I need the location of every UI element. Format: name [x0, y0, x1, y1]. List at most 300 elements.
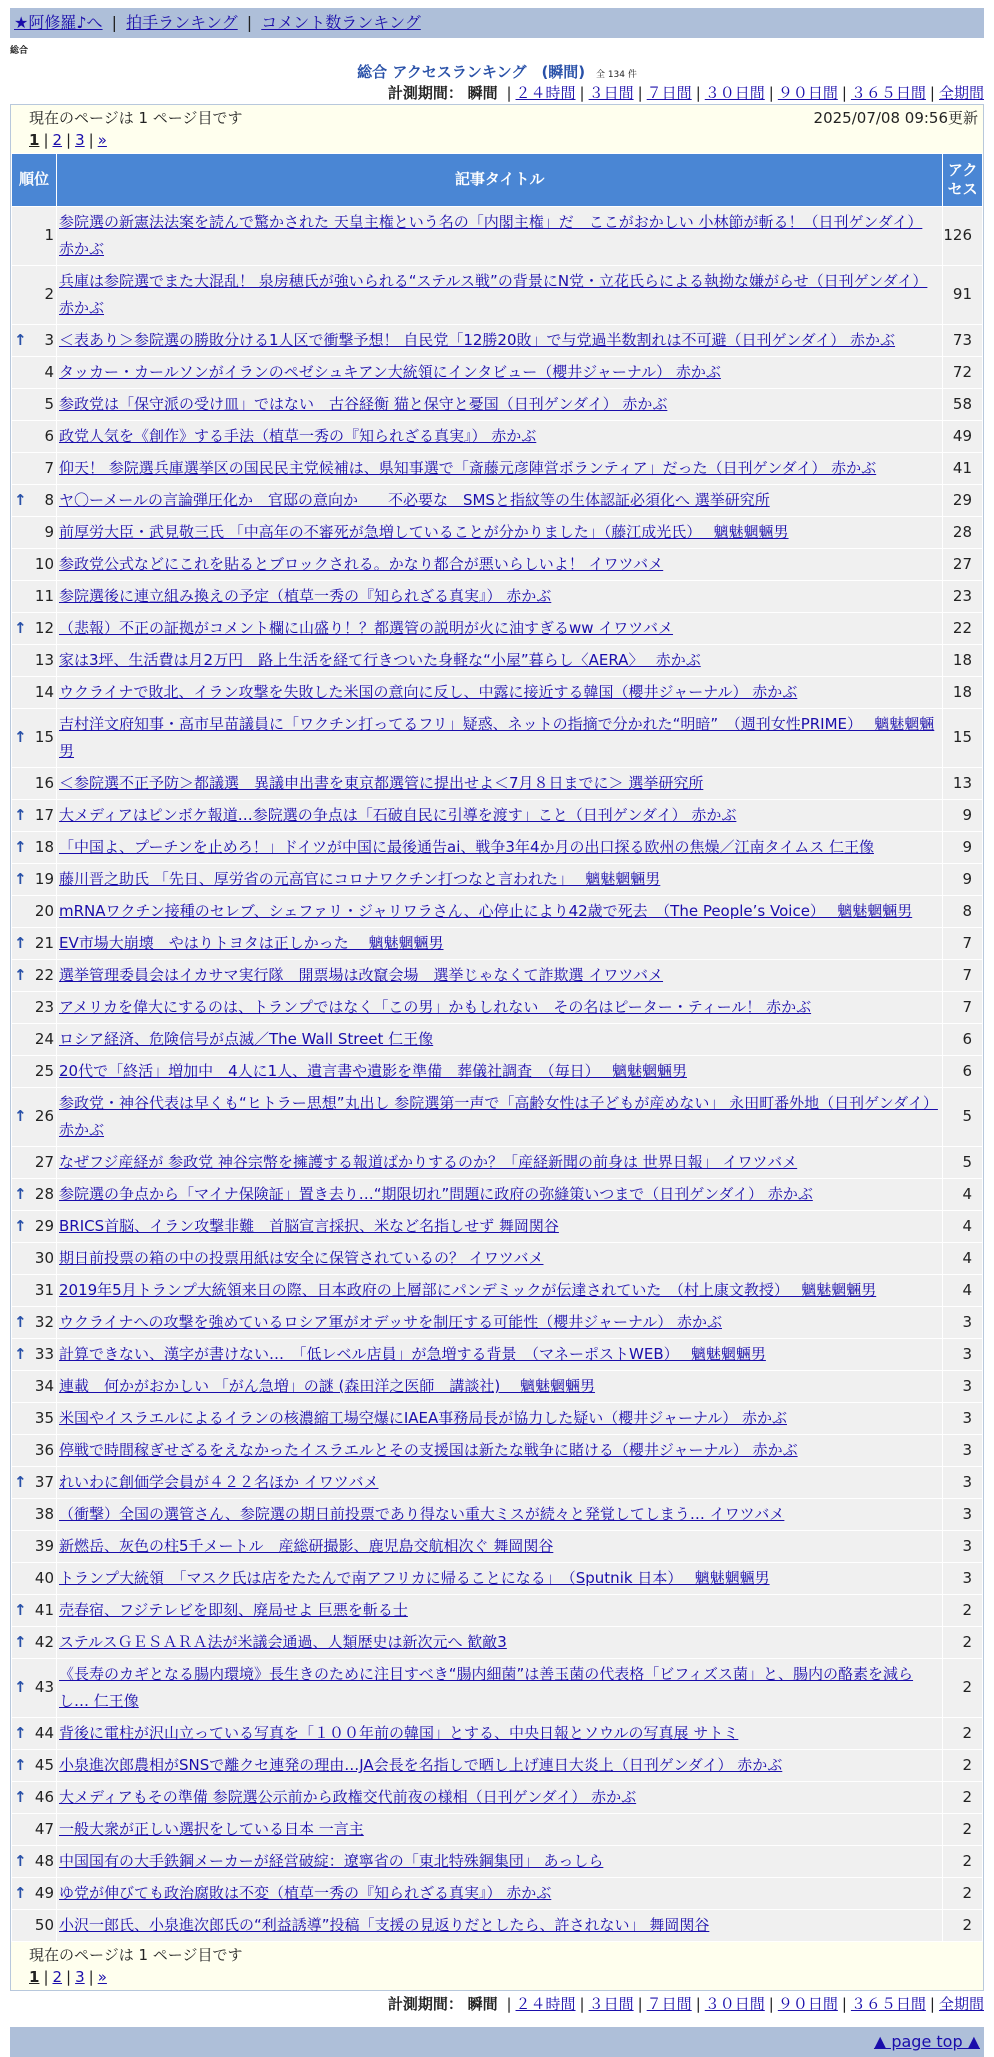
article-link[interactable]: ヤ〇ーメールの言論弾圧化か 官邸の意向か 不必要な SMSと指紋等の生体認証必須化へ 選挙研究所 — [59, 491, 770, 509]
rank-number: 5 — [44, 394, 54, 413]
table-row — [12, 1846, 982, 1877]
up-arrow-icon: ↑ — [14, 728, 27, 747]
rank-cell — [12, 928, 56, 959]
title-cell — [57, 1179, 942, 1210]
article-link[interactable]: EV市場大崩壊 やはりトヨタは正しかった 魑魅魍魎男 — [59, 934, 444, 952]
table-row — [12, 709, 982, 767]
access-count: 22 — [943, 613, 982, 644]
title-cell — [57, 928, 942, 959]
rank-number: 26 — [34, 1107, 54, 1126]
article-link[interactable]: ロシア経済、危険信号が点滅／The Wall Street 仁王像 — [59, 1030, 434, 1048]
category-label: 総合 — [10, 46, 29, 56]
up-arrow-icon: ↑ — [14, 1632, 27, 1651]
title-cell — [57, 709, 942, 767]
table-row — [12, 1243, 982, 1274]
rank-cell — [12, 1056, 56, 1087]
title-cell — [57, 1595, 942, 1626]
separator: | — [506, 1995, 512, 2013]
article-link[interactable]: ＜表あり＞参院選の勝敗分ける1人区で衝撃予想！ 自民党「12勝20敗」で与党過半数割れは不可避（日刊ゲンダイ） 赤かぶ — [59, 331, 896, 349]
table-row — [12, 1088, 982, 1146]
rank-number: 27 — [34, 1152, 54, 1171]
rank-number: 21 — [34, 933, 54, 952]
title-cell — [57, 1563, 942, 1594]
rank-cell — [12, 1088, 56, 1146]
title-cell — [57, 1846, 942, 1877]
article-link[interactable]: 藤川晋之助氏 「先日、厚労省の元高官にコロナワクチン打つなと言われた」 魑魅魍魎男 — [59, 870, 661, 888]
ranking-box — [10, 104, 984, 1991]
rank-number: 13 — [34, 650, 54, 669]
period-link[interactable]: ２４時間 — [515, 1995, 576, 2013]
title-cell — [57, 266, 942, 324]
period-link[interactable]: ９０日間 — [777, 84, 838, 102]
page-link[interactable]: 3 — [75, 1968, 85, 1986]
access-count: 2 — [943, 1846, 982, 1877]
rank-number: 45 — [34, 1755, 54, 1774]
table-row — [12, 1435, 982, 1466]
access-count: 13 — [943, 768, 982, 799]
rank-cell — [12, 517, 56, 548]
title-cell — [57, 453, 942, 484]
article-link[interactable]: 中国国有の大手鉄鋼メーカーが経営破綻：遼寧省の「東北特殊鋼集団」 あっしら — [59, 1852, 604, 1870]
rank-number: 47 — [34, 1819, 54, 1838]
article-link[interactable]: mRNAワクチン接種のセレブ、シェファリ・ジャリワラさん、心停止により42歳で死去 （The People’s Voice） 魑魅魍魎男 — [59, 902, 913, 920]
article-link[interactable]: 参政党公式などにこれを貼るとブロックされる。かなり都合が悪いらしいよ！ イワツバメ — [59, 555, 664, 573]
rank-cell — [12, 581, 56, 612]
access-count: 7 — [943, 928, 982, 959]
access-count: 2 — [943, 1595, 982, 1626]
rank-cell — [12, 421, 56, 452]
separator: | — [88, 1968, 94, 1986]
article-link[interactable]: ウクライナへの攻撃を強めているロシア軍がオデッサを制圧する可能性（櫻井ジャーナル） 赤かぶ — [59, 1313, 722, 1331]
table-row — [12, 1659, 982, 1717]
table-row — [12, 1814, 982, 1845]
rank-cell — [12, 1499, 56, 1530]
rank-cell — [12, 207, 56, 265]
article-link[interactable]: 参政党・神谷代表は早くも“ヒトラー思想”丸出し 参院選第一声で「高齢女性は子どもが産めない」 永田町番外地（日刊ゲンダイ） 赤かぶ — [59, 1094, 938, 1139]
table-row — [12, 928, 982, 959]
title-cell — [57, 207, 942, 265]
page-link[interactable]: 2 — [52, 131, 63, 149]
table-row — [12, 1056, 982, 1087]
comment-ranking-link[interactable]: コメント数ランキング — [261, 13, 421, 32]
title-cell — [57, 389, 942, 420]
access-count: 2 — [943, 1910, 982, 1941]
rank-cell — [12, 800, 56, 831]
period-links — [502, 84, 984, 102]
title-cell — [57, 1814, 942, 1845]
page-link[interactable]: 3 — [75, 131, 85, 149]
period-link[interactable]: ２４時間 — [515, 84, 576, 102]
access-count: 3 — [943, 1563, 982, 1594]
table-row — [12, 1403, 982, 1434]
rank-number: 1 — [44, 226, 54, 245]
page-title: 総合 アクセスランキング (瞬間) — [357, 63, 586, 81]
title-cell — [57, 1056, 942, 1087]
rank-cell — [12, 1531, 56, 1562]
table-row — [12, 453, 982, 484]
article-link[interactable]: 売春宿、フジテレビを即刻、廃局せよ 巨悪を斬る士 — [59, 1601, 408, 1619]
table-row — [12, 832, 982, 863]
updated-time: 2025/07/08 09:56更新 — [813, 109, 978, 127]
rank-cell — [12, 1147, 56, 1178]
article-link[interactable]: 新燃岳、灰色の柱5千メートル 産総研撮影、鹿児島交航相次ぐ 舞岡関谷 — [59, 1537, 554, 1555]
table-row — [12, 1179, 982, 1210]
table-row — [12, 1718, 982, 1749]
rank-number: 44 — [34, 1723, 54, 1742]
table-row — [12, 266, 982, 324]
page-next-link[interactable]: » — [97, 131, 107, 149]
access-count: 4 — [943, 1275, 982, 1306]
title-cell — [57, 1878, 942, 1909]
rank-number: 23 — [34, 997, 54, 1016]
up-arrow-icon: ↑ — [14, 1883, 27, 1902]
title-cell — [57, 1467, 942, 1498]
rank-cell — [12, 1275, 56, 1306]
separator: | — [768, 1995, 774, 2013]
rank-cell — [12, 1627, 56, 1658]
rank-cell — [12, 389, 56, 420]
article-link[interactable]: BRICS首脳、イラン攻撃非難 首脳宣言採択、米など名指しせず 舞岡関谷 — [59, 1217, 559, 1235]
clap-ranking-link[interactable]: 拍手ランキング — [126, 13, 238, 32]
up-arrow-icon: ↑ — [14, 933, 27, 952]
table-row — [12, 1750, 982, 1781]
article-link[interactable]: 吉村洋文府知事・高市早苗議員に「ワクチン打ってるフリ」疑惑、ネットの指摘で分かれた“明暗” （週刊女性PRIME） 魑魅魍魎男 — [59, 715, 935, 760]
table-row — [12, 1211, 982, 1242]
rank-cell — [12, 549, 56, 580]
table-row — [12, 992, 982, 1023]
title-cell — [57, 325, 942, 356]
up-arrow-icon: ↑ — [14, 869, 27, 888]
period-link[interactable]: ３６５日間 — [850, 84, 926, 102]
rank-cell — [12, 1179, 56, 1210]
article-link[interactable]: ゆ党が伸びても政治腐敗は不変（植草一秀の『知られざる真実』） 赤かぶ — [59, 1884, 552, 1902]
table-row — [12, 1307, 982, 1338]
article-link[interactable]: 参政党は「保守派の受け皿」ではない 古谷経衡 猫と保守と憂国（日刊ゲンダイ） 赤かぶ — [59, 395, 668, 413]
article-link[interactable]: 2019年5月トランプ大統領来日の際、日本政府の上層部にパンデミックが伝達されていた （村上康文教授） 魑魅魍魎男 — [59, 1281, 877, 1299]
page-info-row — [11, 105, 983, 129]
table-row — [12, 1371, 982, 1402]
rank-cell — [12, 896, 56, 927]
article-link[interactable]: 停戦で時間稼ぎせざるをえなかったイスラエルとその支援国は新たな戦争に賭ける（櫻井ジャーナル） 赤かぶ — [59, 1441, 798, 1459]
up-arrow-icon: ↑ — [14, 965, 27, 984]
article-link[interactable]: 米国やイスラエルによるイランの核濃縮工場空爆にIAEA事務局長が協力した疑い（櫻井ジャーナル） 赤かぶ — [59, 1409, 787, 1427]
article-link[interactable]: （悲報）不正の証拠がコメント欄に山盛り！？都選管の説明が火に油すぎるww イワツバメ — [59, 619, 674, 637]
period-current: 瞬間 — [467, 1995, 498, 2013]
page-current: 1 — [29, 131, 40, 149]
title-cell — [57, 1659, 942, 1717]
rank-cell — [12, 325, 56, 356]
article-link[interactable]: ウクライナで敗北、イラン攻撃を失敗した米国の意向に反し、中露に接近する韓国（櫻井ジャーナル） 赤かぶ — [59, 683, 798, 701]
up-arrow-icon: ↑ — [14, 1755, 27, 1774]
period-selector-bottom — [10, 1993, 984, 2015]
article-link[interactable]: 背後に電柱が沢山立っている写真を「１００年前の韓国」とする、中央日報とソウルの写真展 サトミ — [59, 1724, 739, 1742]
article-link[interactable]: 連載 何かがおかしい 「がん急増」の謎 (森田洋之医師 講談社) 魑魅魍魎男 — [59, 1377, 596, 1395]
up-arrow-icon: ↑ — [14, 618, 27, 637]
access-count: 72 — [943, 357, 982, 388]
rank-cell — [12, 453, 56, 484]
table-row — [12, 864, 982, 895]
rank-number: 2 — [44, 285, 54, 304]
access-count: 5 — [943, 1147, 982, 1178]
table-row — [12, 1147, 982, 1178]
period-link[interactable]: 全期間 — [938, 1995, 984, 2013]
period-link[interactable]: ３０日間 — [704, 84, 765, 102]
rank-cell — [12, 1435, 56, 1466]
rank-number: 42 — [34, 1632, 54, 1651]
rank-number: 49 — [34, 1883, 54, 1902]
access-count: 9 — [943, 800, 982, 831]
title-cell — [57, 1627, 942, 1658]
article-link[interactable]: （衝撃）全国の選管さん、参院選の期日前投票であり得ない重大ミスが続々と発覚してしまう… イワツバメ — [59, 1505, 785, 1523]
rank-cell — [12, 1371, 56, 1402]
article-link[interactable]: アメリカを偉大にするのは、トランプではなく「この男」かもしれない その名はピーター・ティール！ 赤かぶ — [59, 998, 812, 1016]
rank-cell — [12, 1467, 56, 1498]
access-count: 28 — [943, 517, 982, 548]
rank-number: 32 — [34, 1312, 54, 1331]
rank-number: 25 — [34, 1061, 54, 1080]
table-row — [12, 1563, 982, 1594]
rank-number: 7 — [44, 458, 54, 477]
up-arrow-icon: ↑ — [14, 1678, 27, 1697]
article-link[interactable]: なぜフジ産経が 参政党 神谷宗幣を擁護する報道ばかりするのか？「産経新聞の前身は 世界日報」 イワツバメ — [59, 1153, 798, 1171]
separator: | — [43, 1968, 49, 1986]
rank-cell — [12, 357, 56, 388]
rank-cell — [12, 677, 56, 708]
rank-number: 10 — [34, 554, 54, 573]
period-link[interactable]: ３０日間 — [704, 1995, 765, 2013]
period-link[interactable]: ３６５日間 — [850, 1995, 926, 2013]
table-row — [12, 581, 982, 612]
period-link[interactable]: ７日間 — [646, 84, 692, 102]
period-selector-top — [10, 82, 984, 104]
access-count: 8 — [943, 896, 982, 927]
up-arrow-icon: ↑ — [14, 1851, 27, 1870]
rank-number: 3 — [44, 330, 54, 349]
article-link[interactable]: 一般大衆が正しい選択をしている日本 一言主 — [59, 1820, 364, 1838]
separator: | — [929, 1995, 935, 2013]
separator: | — [246, 13, 253, 32]
rank-number: 31 — [34, 1280, 54, 1299]
article-link[interactable]: ステルスＧＥＳＡＲＡ法が米議会通過、人類歴史は新次元へ 歓敵3 — [59, 1633, 507, 1651]
article-link[interactable]: 参院選後に連立組み換えの予定（植草一秀の『知られざる真実』） 赤かぶ — [59, 587, 552, 605]
article-link[interactable]: 兵庫は参院選でまた大混乱！ 泉房穂氏が強いられる“ステルス戦”の背景にN党・立花氏らによる執拗な嫌がらせ（日刊ゲンダイ） 赤かぶ — [59, 272, 928, 317]
rank-cell — [12, 1211, 56, 1242]
separator: | — [579, 1995, 585, 2013]
access-count: 2 — [943, 1878, 982, 1909]
article-link[interactable]: 参院選の争点から「マイナ保険証」置き去り…“期限切れ”問題に政府の弥縫策いつまで（日刊ゲンダイ） 赤かぶ — [59, 1185, 813, 1203]
title-cell — [57, 1499, 942, 1530]
article-link[interactable]: 計算できない、漢字が書けない… 「低レベル店員」が急増する背景 （マネーポストWEB） 魑魅魍魎男 — [59, 1345, 766, 1363]
rank-cell — [12, 645, 56, 676]
up-arrow-icon: ↑ — [14, 1344, 27, 1363]
rank-number: 33 — [34, 1344, 54, 1363]
home-link[interactable]: ★阿修羅♪へ — [14, 13, 103, 32]
up-arrow-icon: ↑ — [14, 837, 27, 856]
article-link[interactable]: 小泉進次郎農相がSNSで離クセ連発の理由…JA会長を名指しで晒し上げ連日大炎上（日刊ゲンダイ） 赤かぶ — [59, 1756, 783, 1774]
separator: | — [637, 1995, 643, 2013]
access-count: 2 — [943, 1659, 982, 1717]
up-arrow-icon: ↑ — [14, 1107, 27, 1126]
period-link[interactable]: ３日間 — [588, 1995, 634, 2013]
table-row — [12, 357, 982, 388]
access-count: 29 — [943, 485, 982, 516]
separator: | — [88, 131, 94, 149]
article-link[interactable]: 家は3坪、生活費は月2万円 路上生活を経て行きついた身軽な“小屋”暮らし〈AERA〉 赤かぶ — [59, 651, 701, 669]
table-row — [12, 896, 982, 927]
page-link[interactable]: 2 — [52, 1968, 63, 1986]
separator: | — [579, 84, 585, 102]
title-cell — [57, 992, 942, 1023]
article-link[interactable]: れいわに創価学会員が４２２名ほか イワツバメ — [59, 1473, 379, 1491]
title-cell — [57, 677, 942, 708]
table-row — [12, 1024, 982, 1055]
article-link[interactable]: 前厚労大臣・武見敬三氏 「中高年の不審死が急増していることが分かりました」（藤江成光氏） 魑魅魍魎男 — [59, 523, 789, 541]
title-cell — [57, 1339, 942, 1370]
table-row — [12, 1275, 982, 1306]
up-arrow-icon: ↑ — [14, 1184, 27, 1203]
access-count: 3 — [943, 1403, 982, 1434]
access-count: 18 — [943, 645, 982, 676]
period-link[interactable]: ９０日間 — [777, 1995, 838, 2013]
access-count: 23 — [943, 581, 982, 612]
rank-cell — [12, 768, 56, 799]
rank-number: 40 — [34, 1568, 54, 1587]
separator: | — [929, 84, 935, 102]
title-cell — [57, 1435, 942, 1466]
rank-cell — [12, 485, 56, 516]
article-link[interactable]: 小沢一郎氏、小泉進次郎氏の“利益誘導”投稿「支援の見返りだとしたら、許されない」 舞岡関谷 — [59, 1916, 710, 1934]
up-arrow-icon: ↑ — [14, 490, 27, 509]
separator: | — [43, 131, 49, 149]
access-count: 126 — [943, 207, 982, 265]
title-cell — [57, 864, 942, 895]
title-cell — [57, 800, 942, 831]
rank-cell — [12, 266, 56, 324]
table-row — [12, 1627, 982, 1658]
table-row — [12, 1499, 982, 1530]
up-arrow-icon: ↑ — [14, 805, 27, 824]
rank-number: 35 — [34, 1408, 54, 1427]
rank-cell — [12, 1814, 56, 1845]
rank-cell — [12, 1595, 56, 1626]
title-cell — [57, 613, 942, 644]
title-cell — [57, 1307, 942, 1338]
rank-cell — [12, 1750, 56, 1781]
ranking-table — [11, 153, 983, 1942]
title-cell — [57, 1718, 942, 1749]
article-link[interactable]: 大メディアもその準備 参院選公示前から政権交代前夜の様相（日刊ゲンダイ） 赤かぶ — [59, 1788, 637, 1806]
article-link[interactable]: 期日前投票の箱の中の投票用紙は安全に保管されているの？ イワツバメ — [59, 1249, 544, 1267]
table-row — [12, 1339, 982, 1370]
top-nav-bar — [10, 8, 984, 38]
period-link[interactable]: ３日間 — [588, 84, 634, 102]
rank-number: 39 — [34, 1536, 54, 1555]
rank-number: 6 — [44, 426, 54, 445]
rank-cell — [12, 1403, 56, 1434]
pager-top — [11, 129, 983, 153]
rank-cell — [12, 613, 56, 644]
article-link[interactable]: タッカー・カールソンがイランのペゼシュキアン大統領にインタビュー（櫻井ジャーナル） 赤かぶ — [59, 363, 721, 381]
rank-number: 16 — [34, 773, 54, 792]
title-cell — [57, 832, 942, 863]
rank-number: 48 — [34, 1851, 54, 1870]
table-row — [12, 389, 982, 420]
article-link[interactable]: 仰天！ 参院選兵庫選挙区の国民民主党候補は、県知事選で「斎藤元彦陣営ボランティア」だった（日刊ゲンダイ） 赤かぶ — [59, 459, 877, 477]
title-cell — [57, 1531, 942, 1562]
separator: | — [506, 84, 512, 102]
period-label: 計測期間： — [387, 1995, 463, 2013]
access-count: 2 — [943, 1750, 982, 1781]
separator: | — [841, 1995, 847, 2013]
table-row — [12, 1531, 982, 1562]
period-current: 瞬間 — [467, 84, 498, 102]
rank-cell — [12, 1782, 56, 1813]
rank-number: 43 — [34, 1678, 54, 1697]
rank-number: 46 — [34, 1787, 54, 1806]
article-link[interactable]: 「中国よ、プーチンを止めろ！」ドイツが中国に最後通告ai、戦争3年4か月の出口探る欧州の焦燥／江南タイムス 仁王像 — [59, 838, 874, 856]
access-count: 73 — [943, 325, 982, 356]
table-row — [12, 485, 982, 516]
article-link[interactable]: 政党人気を《創作》する手法（植草一秀の『知られざる真実』） 赤かぶ — [59, 427, 537, 445]
page-title-row — [10, 62, 984, 82]
access-count: 7 — [943, 960, 982, 991]
total-count: 全 134 件 — [595, 70, 637, 80]
article-link[interactable]: 20代で「終活」増加中 4人に1人、遺言書や遺影を準備 葬儀社調査 （毎日） 魑魅魍魎男 — [59, 1062, 687, 1080]
page-next-link[interactable]: » — [97, 1968, 107, 1986]
access-count: 4 — [943, 1179, 982, 1210]
up-arrow-icon: ↑ — [14, 1787, 27, 1806]
access-count: 3 — [943, 1435, 982, 1466]
rank-number: 4 — [44, 362, 54, 381]
access-count: 3 — [943, 1467, 982, 1498]
table-row — [12, 207, 982, 265]
article-link[interactable]: ＜参院選不正予防＞都議選 異議申出書を東京都選管に提出せよ＜7月８日までに＞ 選挙研究所 — [59, 774, 704, 792]
access-count: 58 — [943, 389, 982, 420]
table-row — [12, 960, 982, 991]
rank-number: 24 — [34, 1029, 54, 1048]
article-link[interactable]: 選挙管理委員会はイカサマ実行隊 開票場は改竄会場 選挙じゃなくて詐欺選 イワツバメ — [59, 966, 664, 984]
page-top-link[interactable]: ▲ page top ▲ — [873, 2032, 980, 2051]
article-link[interactable]: 《長寿のカギとなる腸内環境》長生きのために注目すべき“腸内細菌”は善玉菌の代表格「ビフィズス菌」と、腸内の酪素を減らし… 仁王像 — [59, 1665, 914, 1710]
access-count: 3 — [943, 1371, 982, 1402]
rank-number: 17 — [34, 805, 54, 824]
access-count: 9 — [943, 832, 982, 863]
rank-number: 37 — [34, 1472, 54, 1491]
up-arrow-icon: ↑ — [14, 1312, 27, 1331]
title-cell — [57, 1782, 942, 1813]
rank-cell — [12, 1878, 56, 1909]
title-cell — [57, 645, 942, 676]
page-info: 現在のページは 1 ページ目です — [29, 109, 243, 127]
title-cell — [57, 549, 942, 580]
rank-cell — [12, 992, 56, 1023]
article-link[interactable]: 参院選の新憲法法案を読んで驚かされた 天皇主権という名の「内閣主権」だ ここがおかしい 小林節が斬る！（日刊ゲンダイ） 赤かぶ — [59, 213, 923, 258]
title-cell — [57, 581, 942, 612]
title-cell — [57, 1403, 942, 1434]
rank-number: 30 — [34, 1248, 54, 1267]
table-row — [12, 1910, 982, 1941]
rank-number: 11 — [34, 586, 54, 605]
separator: | — [695, 1995, 701, 2013]
access-count: 18 — [943, 677, 982, 708]
rank-number: 38 — [34, 1504, 54, 1523]
article-link[interactable]: 大メディアはピンボケ報道…参院選の争点は「石破自民に引導を渡す」こと（日刊ゲンダイ） 赤かぶ — [59, 806, 737, 824]
period-link[interactable]: ７日間 — [646, 1995, 692, 2013]
table-row — [12, 1782, 982, 1813]
rank-number: 41 — [34, 1600, 54, 1619]
article-link[interactable]: トランプ大統領 「マスク氏は店をたたんで南アフリカに帰ることになる」 （Sputnik 日本） 魑魅魍魎男 — [59, 1569, 770, 1587]
period-link[interactable]: 全期間 — [938, 84, 984, 102]
